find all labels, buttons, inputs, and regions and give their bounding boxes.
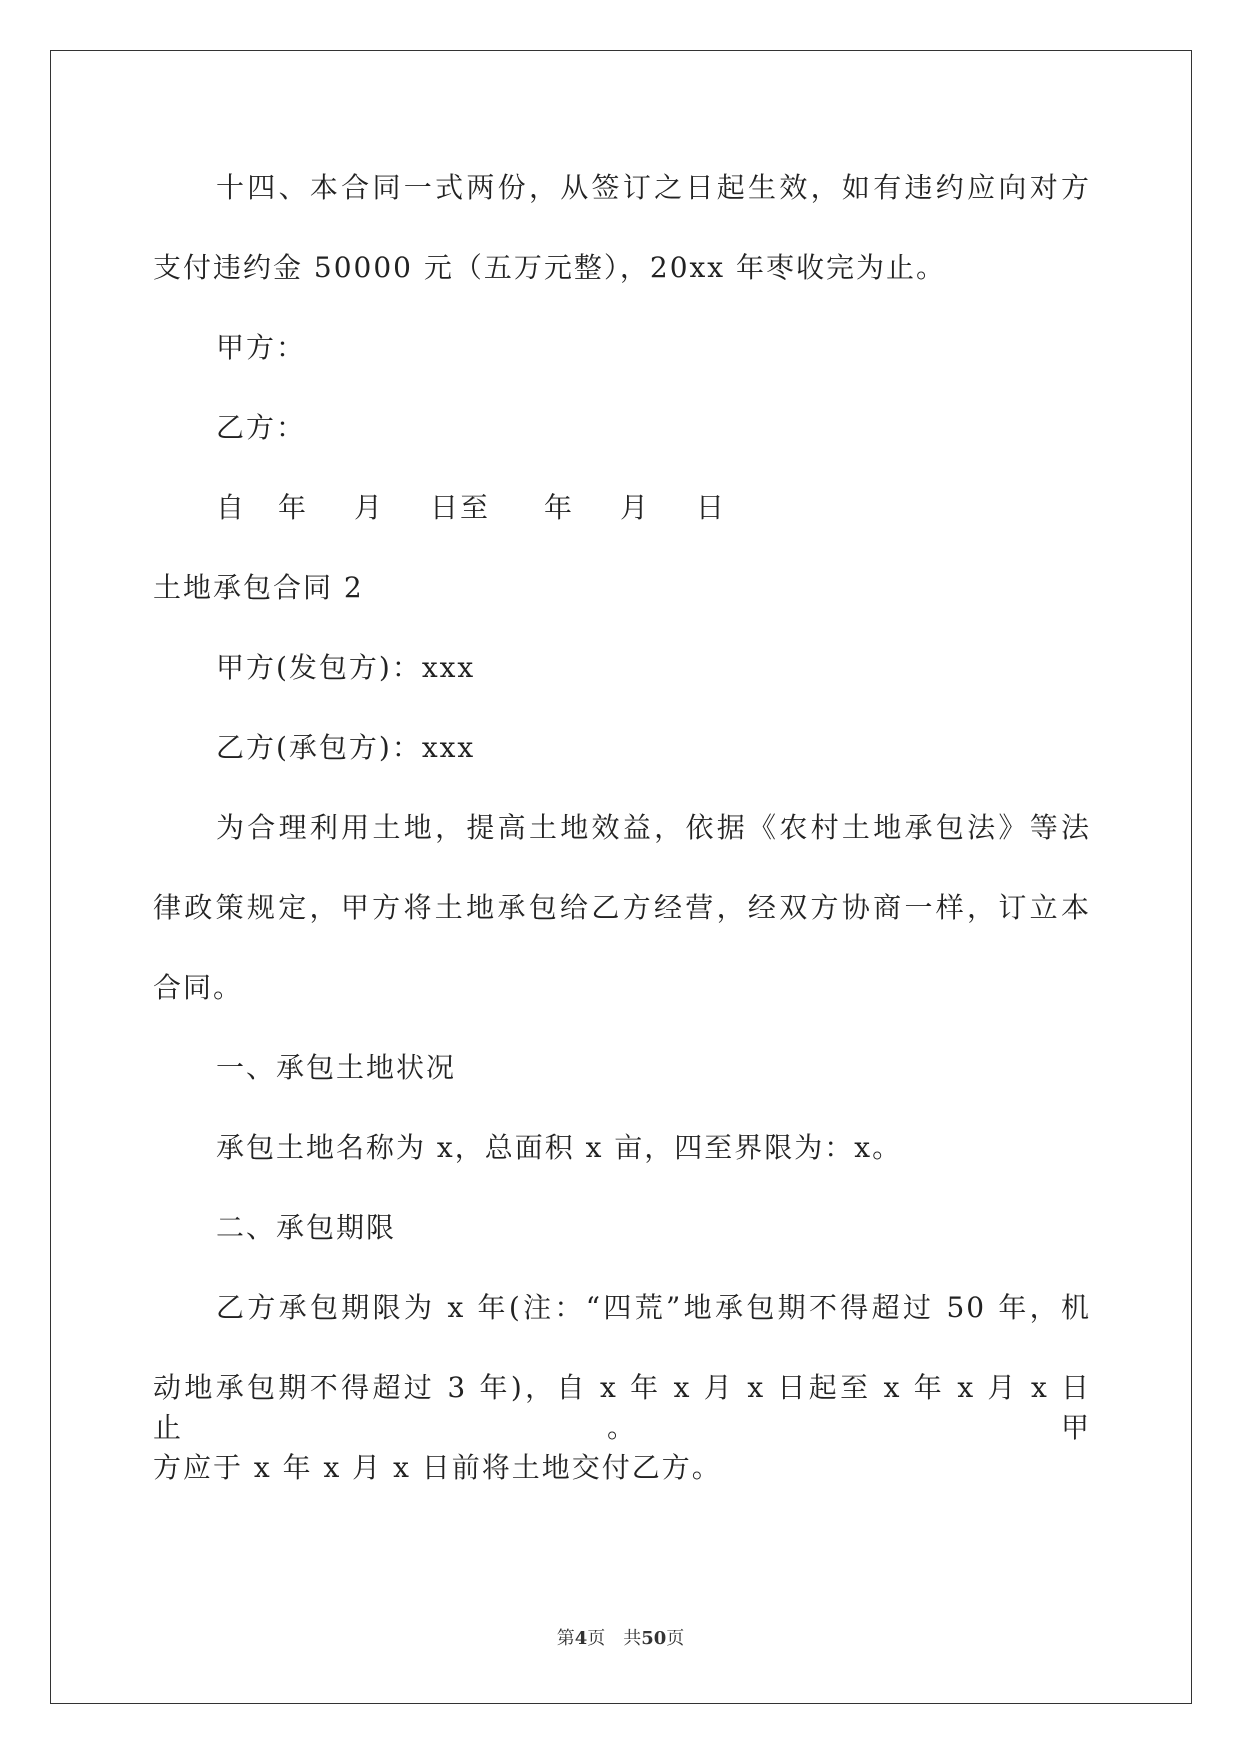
- section-1-text: 承包土地名称为 x，总面积 x 亩，四至界限为：x。: [216, 1131, 903, 1164]
- footer-prefix: 第: [556, 1628, 575, 1649]
- contract-2-party-b: 乙方(承包方)：xxx: [216, 731, 476, 764]
- footer-mid: 页 共: [587, 1628, 642, 1649]
- intro-line-1: 为合理利用土地，提高土地效益，依据《农村土地承包法》等法: [216, 811, 1091, 844]
- date-day-to: 日至: [430, 491, 491, 524]
- intro-line-2: 律政策规定，甲方将土地承包给乙方经营，经双方协商一样，订立本: [153, 891, 1091, 924]
- footer-total-pages: 50: [641, 1628, 667, 1649]
- date-range-row: [216, 488, 816, 528]
- clause-14-line-1: 十四、本合同一式两份，从签订之日起生效，如有违约应向对方: [216, 171, 1091, 204]
- date-month-1: 月: [354, 491, 385, 524]
- intro-line-3: 合同。: [153, 971, 244, 1004]
- section-1-heading: 一、承包土地状况: [216, 1051, 457, 1084]
- date-from: 自: [216, 491, 247, 524]
- date-year-2: 年: [544, 491, 575, 524]
- section-2-line-2: 动地承包期不得超过 3 年)，自 x 年 x 月 x 日起至 x 年 x 月 x 日止。甲: [153, 1371, 1091, 1444]
- section-2-line-1: 乙方承包期限为 x 年(注：“四荒”地承包期不得超过 50 年，机: [216, 1291, 1091, 1324]
- party-b-label: 乙方：: [216, 411, 307, 444]
- footer-suffix: 页: [666, 1628, 685, 1649]
- clause-14-line-2: 支付违约金 50000 元（五万元整），20xx 年枣收完为止。: [153, 251, 946, 284]
- date-month-2: 月: [620, 491, 651, 524]
- date-year-1: 年: [278, 491, 309, 524]
- contract-2-party-a: 甲方(发包方)：xxx: [216, 651, 476, 684]
- date-day-2: 日: [696, 491, 727, 524]
- party-a-label: 甲方：: [216, 331, 307, 364]
- contract-2-title: 土地承包合同 2: [153, 571, 364, 604]
- footer-current-page: 4: [574, 1628, 588, 1649]
- page-footer: [0, 1626, 1241, 1652]
- section-2-line-3: 方应于 x 年 x 月 x 日前将土地交付乙方。: [153, 1451, 722, 1484]
- section-2-heading: 二、承包期限: [216, 1211, 397, 1244]
